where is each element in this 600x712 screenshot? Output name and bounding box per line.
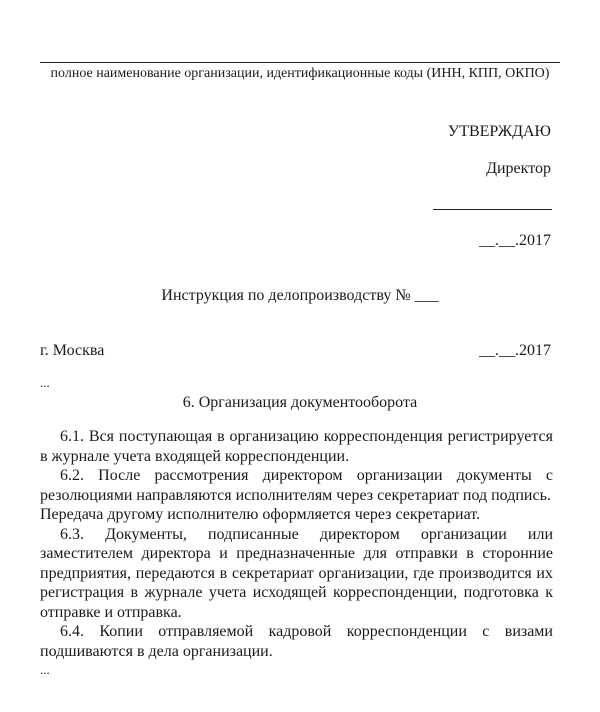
approval-date: __.__.2017 bbox=[479, 232, 551, 249]
ellipsis-top: ... bbox=[40, 375, 50, 390]
section-body bbox=[40, 427, 553, 679]
document-date: __.__.2017 bbox=[479, 342, 551, 359]
ellipsis-bottom: ... bbox=[40, 662, 50, 677]
org-name-line bbox=[40, 62, 560, 63]
document-title: Инструкция по делопроизводству № ___ bbox=[161, 287, 439, 304]
approver-position: Директор bbox=[486, 160, 551, 177]
city: г. Москва bbox=[40, 342, 105, 359]
paragraph-6-2: 6.2. После рассмотрения директором организации документы с резолюциями направляются исполнителям через секретариат под подпись. bbox=[40, 467, 553, 504]
section-title: 6. Организация документооборота bbox=[182, 394, 418, 411]
paragraph-6-3: 6.3. Документы, подписанные директором организации или заместителем директора и предназначенные для отправки в сторонние предприятия, передаются в секретариат организации, где производится их регистрация в журнале учета исходящей корреспонденции, подготовка к отправке и отправка. bbox=[40, 525, 553, 621]
signature-line bbox=[433, 209, 552, 210]
paragraph-6-1: 6.1. Вся поступающая в организацию корреспонденция регистрируется в журнале учета входящей корреспонденции. bbox=[40, 428, 553, 465]
paragraph-6-4: 6.4. Копии отправляемой кадровой корреспонденции с визами подшиваются в дела организации. bbox=[40, 623, 553, 660]
paragraph-6-2-continued: Передача другому исполнителю оформляется через секретариат. bbox=[40, 506, 481, 523]
approve-label: УТВЕРЖДАЮ bbox=[447, 123, 551, 140]
org-caption: полное наименование организации, идентификационные коды (ИНН, КПП, ОКПО) bbox=[50, 66, 550, 81]
